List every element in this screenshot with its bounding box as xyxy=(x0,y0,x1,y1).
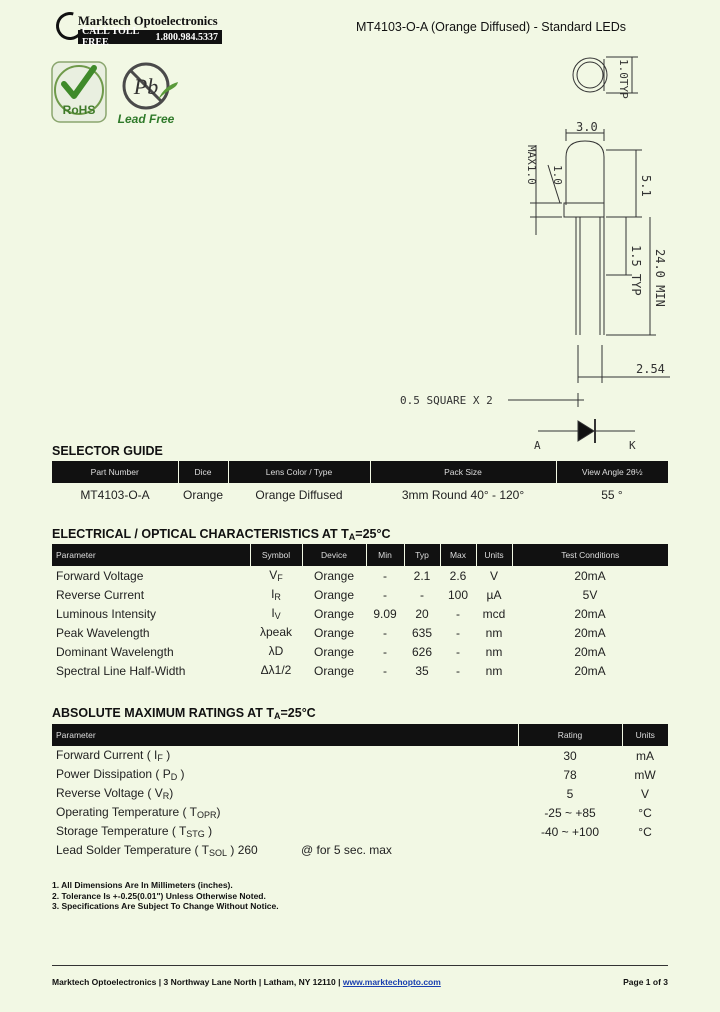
rohs-label: RoHS xyxy=(62,103,96,117)
param-pre: Operating Temperature ( T xyxy=(56,805,197,819)
header-view-angle: View Angle 2θ½ xyxy=(556,461,668,483)
symbol-main: I xyxy=(271,606,275,620)
cell-max: - xyxy=(456,663,460,678)
compliance-badges xyxy=(50,60,190,130)
cell-cond: 5V xyxy=(582,587,598,602)
symbol-sub: F xyxy=(277,573,283,583)
header-test-conditions: Test Conditions xyxy=(512,544,668,566)
electrical-header-row xyxy=(52,544,668,566)
rohs-badge-icon xyxy=(52,62,106,122)
view-angle: 55 ° xyxy=(601,488,623,502)
param-pre: Forward Current ( I xyxy=(56,748,158,762)
cell-max: 2.6 xyxy=(449,568,467,583)
pack-size: 3mm Round 40° - 120° xyxy=(401,488,525,502)
absolute-title xyxy=(52,706,316,721)
absolute-header-row xyxy=(52,724,668,746)
table-row xyxy=(52,604,668,623)
header-abs-parameter: Parameter xyxy=(52,724,518,746)
param-post: ) xyxy=(177,767,185,781)
selector-guide-title: SELECTOR GUIDE xyxy=(52,444,163,458)
cell-units: V xyxy=(640,786,649,801)
dim-1-0: 1.0 xyxy=(551,165,564,185)
logo-company-name: Marktech Optoelectronics xyxy=(78,14,218,28)
cell-rating: 78 xyxy=(563,767,577,782)
absolute-title-post: =25°C xyxy=(280,706,316,720)
symbol-main: Δλ1/2 xyxy=(260,663,292,677)
solder-sub: SOL xyxy=(208,848,227,858)
param-sub: STG xyxy=(186,829,205,839)
header-symbol: Symbol xyxy=(250,544,302,566)
cell-sym xyxy=(250,623,302,642)
table-row xyxy=(52,623,668,642)
cell-min: - xyxy=(383,625,387,640)
electrical-table xyxy=(52,544,668,680)
cell-units: mW xyxy=(634,767,656,782)
notes xyxy=(52,880,279,912)
document-title: MT4103-O-A (Orange Diffused) - Standard LEDs xyxy=(356,20,627,34)
cell-typ: 626 xyxy=(411,644,433,659)
absolute-table xyxy=(52,724,668,860)
cell-max: - xyxy=(456,644,460,659)
cell-sym xyxy=(250,604,302,623)
call-label: CALL TOLL FREE xyxy=(82,26,139,48)
table-row xyxy=(52,483,668,507)
cell-cond: 20mA xyxy=(574,606,606,621)
header-device: Device xyxy=(302,544,366,566)
cell-units: nm xyxy=(485,625,503,640)
dim-body: 5.1 xyxy=(639,175,653,197)
header-typ: Typ xyxy=(404,544,440,566)
cell-typ: 20 xyxy=(415,606,429,621)
header-rating: Rating xyxy=(518,724,622,746)
cell-typ: - xyxy=(420,587,424,602)
note-2: 2. Tolerance Is +-0.25(0.01") Unless Otherwise Noted. xyxy=(52,890,266,901)
electrical-title-sub: A xyxy=(348,532,356,542)
cell-units: nm xyxy=(485,663,503,678)
cell-param: Peak Wavelength xyxy=(56,625,150,640)
param-sub: F xyxy=(157,753,163,763)
footer-divider xyxy=(52,965,668,966)
selector-table xyxy=(52,461,668,507)
symbol-main: λpeak xyxy=(259,625,293,639)
cell-parameter xyxy=(52,822,518,841)
param-sub: OPR xyxy=(196,810,217,820)
dim-pitch: 2.54 xyxy=(636,362,665,376)
cell-sym xyxy=(250,585,302,604)
cell-typ: 635 xyxy=(411,625,433,640)
cell-device: Orange xyxy=(313,587,355,602)
solder-row xyxy=(52,841,668,860)
solder-value: 260 xyxy=(237,843,258,857)
header-units: Units xyxy=(476,544,512,566)
cell-typ: 35 xyxy=(415,663,429,678)
solder-post: ) xyxy=(227,843,235,857)
header-dice: Dice xyxy=(178,461,228,483)
cell-sym xyxy=(250,642,302,661)
website-link[interactable]: www.marktechopto.com xyxy=(342,977,441,987)
dim-top-typ: 1.0TYP xyxy=(617,59,630,99)
note-1: 1. All Dimensions Are In Millimeters (inches). xyxy=(52,880,233,890)
electrical-body xyxy=(52,566,668,680)
cell-max: - xyxy=(456,606,460,621)
param-pre: Storage Temperature ( T xyxy=(56,824,187,838)
lead-square-label: 0.5 SQUARE X 2 xyxy=(400,394,493,407)
cell-device: Orange xyxy=(313,568,355,583)
company-logo xyxy=(56,12,224,46)
package-drawing xyxy=(380,45,680,465)
lead-free-badge-icon xyxy=(118,64,178,126)
cell-min: - xyxy=(383,644,387,659)
solder-note: @ for 5 sec. max xyxy=(301,843,392,857)
electrical-title-post: =25°C xyxy=(355,527,391,541)
header-lens: Lens Color / Type xyxy=(228,461,370,483)
table-row xyxy=(52,841,668,860)
cell-sym xyxy=(250,661,302,680)
phone-number: 1.800.984.5337 xyxy=(155,31,218,43)
cell-units: °C xyxy=(638,805,652,820)
cell-max: - xyxy=(456,625,460,640)
logo-phone-banner xyxy=(78,26,222,48)
header-abs-units: Units xyxy=(622,724,668,746)
note-3: 3. Specifications Are Subject To Change Without Notice. xyxy=(52,901,279,911)
cell-cond: 20mA xyxy=(574,663,606,678)
anode-label: A xyxy=(534,439,541,452)
dim-lead-min: 24.0 MIN xyxy=(653,249,667,307)
header-parameter: Parameter xyxy=(52,544,250,566)
param-post: ) xyxy=(216,805,221,819)
dim-maxlo: MAX1.0 xyxy=(525,145,538,185)
param-sub: R xyxy=(162,791,170,801)
header-part-number: Part Number xyxy=(52,461,178,483)
cell-units: V xyxy=(489,568,498,583)
symbol-main: λD xyxy=(268,644,284,658)
param-sub: D xyxy=(170,772,178,782)
cell-param: Forward Voltage xyxy=(56,568,144,583)
pb-label: Pb xyxy=(133,74,159,99)
cell-sym xyxy=(250,566,302,585)
cell-max: 100 xyxy=(447,587,469,602)
selector-header-row xyxy=(52,461,668,483)
cell-min: 9.09 xyxy=(373,606,397,621)
cell-cond: 20mA xyxy=(574,625,606,640)
electrical-title-text: ELECTRICAL / OPTICAL CHARACTERISTICS AT T xyxy=(52,527,349,541)
cell-min: - xyxy=(383,663,387,678)
table-row xyxy=(52,765,668,784)
cell-rating: 30 xyxy=(563,748,577,763)
cell-units: µA xyxy=(486,587,502,602)
table-row xyxy=(52,661,668,680)
symbol-main: V xyxy=(269,568,278,582)
absolute-title-sub: A xyxy=(273,711,281,721)
cell-param: Reverse Current xyxy=(56,587,145,602)
cell-device: Orange xyxy=(313,644,355,659)
param-post: ) xyxy=(162,748,171,762)
cell-device: Orange xyxy=(313,625,355,640)
cell-typ: 2.1 xyxy=(413,568,431,583)
cathode-label: K xyxy=(629,439,636,452)
symbol-main: I xyxy=(271,587,275,601)
table-row xyxy=(52,822,668,841)
table-row xyxy=(52,803,668,822)
footer xyxy=(52,977,441,987)
footer-address: Marktech Optoelectronics | 3 Northway Lane North | Latham, NY 12110 | xyxy=(52,977,343,987)
cell-units: nm xyxy=(485,644,503,659)
cell-param: Luminous Intensity xyxy=(56,606,157,621)
lens-color: Orange Diffused xyxy=(255,488,343,502)
cell-units: mA xyxy=(636,748,654,763)
symbol-sub: V xyxy=(274,611,281,621)
cell-min: - xyxy=(383,587,387,602)
param-post: ) xyxy=(204,824,213,838)
cell-cond: 20mA xyxy=(574,568,606,583)
cell-parameter xyxy=(52,765,518,784)
header-pack-size: Pack Size xyxy=(370,461,556,483)
part-number: MT4103-O-A xyxy=(80,488,150,502)
symbol-sub: R xyxy=(274,592,281,602)
param-pre: Reverse Voltage ( V xyxy=(56,786,163,800)
cell-units: °C xyxy=(638,824,652,839)
cell-rating: -40 ~ +100 xyxy=(540,824,600,839)
header-min: Min xyxy=(366,544,404,566)
dice: Orange xyxy=(182,488,224,502)
cell-cond: 20mA xyxy=(574,644,606,659)
electrical-title xyxy=(52,527,391,542)
dim-lead-typ: 1.5 TYP xyxy=(629,245,643,296)
cell-rating: 5 xyxy=(566,786,574,801)
page-number: Page 1 of 3 xyxy=(623,977,668,987)
cell-parameter xyxy=(52,803,518,822)
cell-param: Dominant Wavelength xyxy=(56,644,174,659)
cell-min: - xyxy=(383,568,387,583)
table-row xyxy=(52,784,668,803)
absolute-title-text: ABSOLUTE MAXIMUM RATINGS AT T xyxy=(52,706,274,720)
dim-width: 3.0 xyxy=(576,120,598,134)
cell-parameter xyxy=(52,784,518,803)
param-post: ) xyxy=(169,786,174,800)
lead-free-label: Lead Free xyxy=(117,112,175,126)
cell-parameter xyxy=(52,746,518,765)
table-row xyxy=(52,642,668,661)
solder-param: Lead Solder Temperature ( T xyxy=(56,843,209,857)
param-pre: Power Dissipation ( P xyxy=(56,767,171,781)
cell-rating: -25 ~ +85 xyxy=(544,805,596,820)
cell-param: Spectral Line Half-Width xyxy=(56,663,186,678)
table-row xyxy=(52,746,668,765)
table-row xyxy=(52,566,668,585)
cell-device: Orange xyxy=(313,606,355,621)
table-row xyxy=(52,585,668,604)
cell-device: Orange xyxy=(313,663,355,678)
absolute-body xyxy=(52,746,668,841)
cell-units: mcd xyxy=(482,606,506,621)
header-max: Max xyxy=(440,544,476,566)
